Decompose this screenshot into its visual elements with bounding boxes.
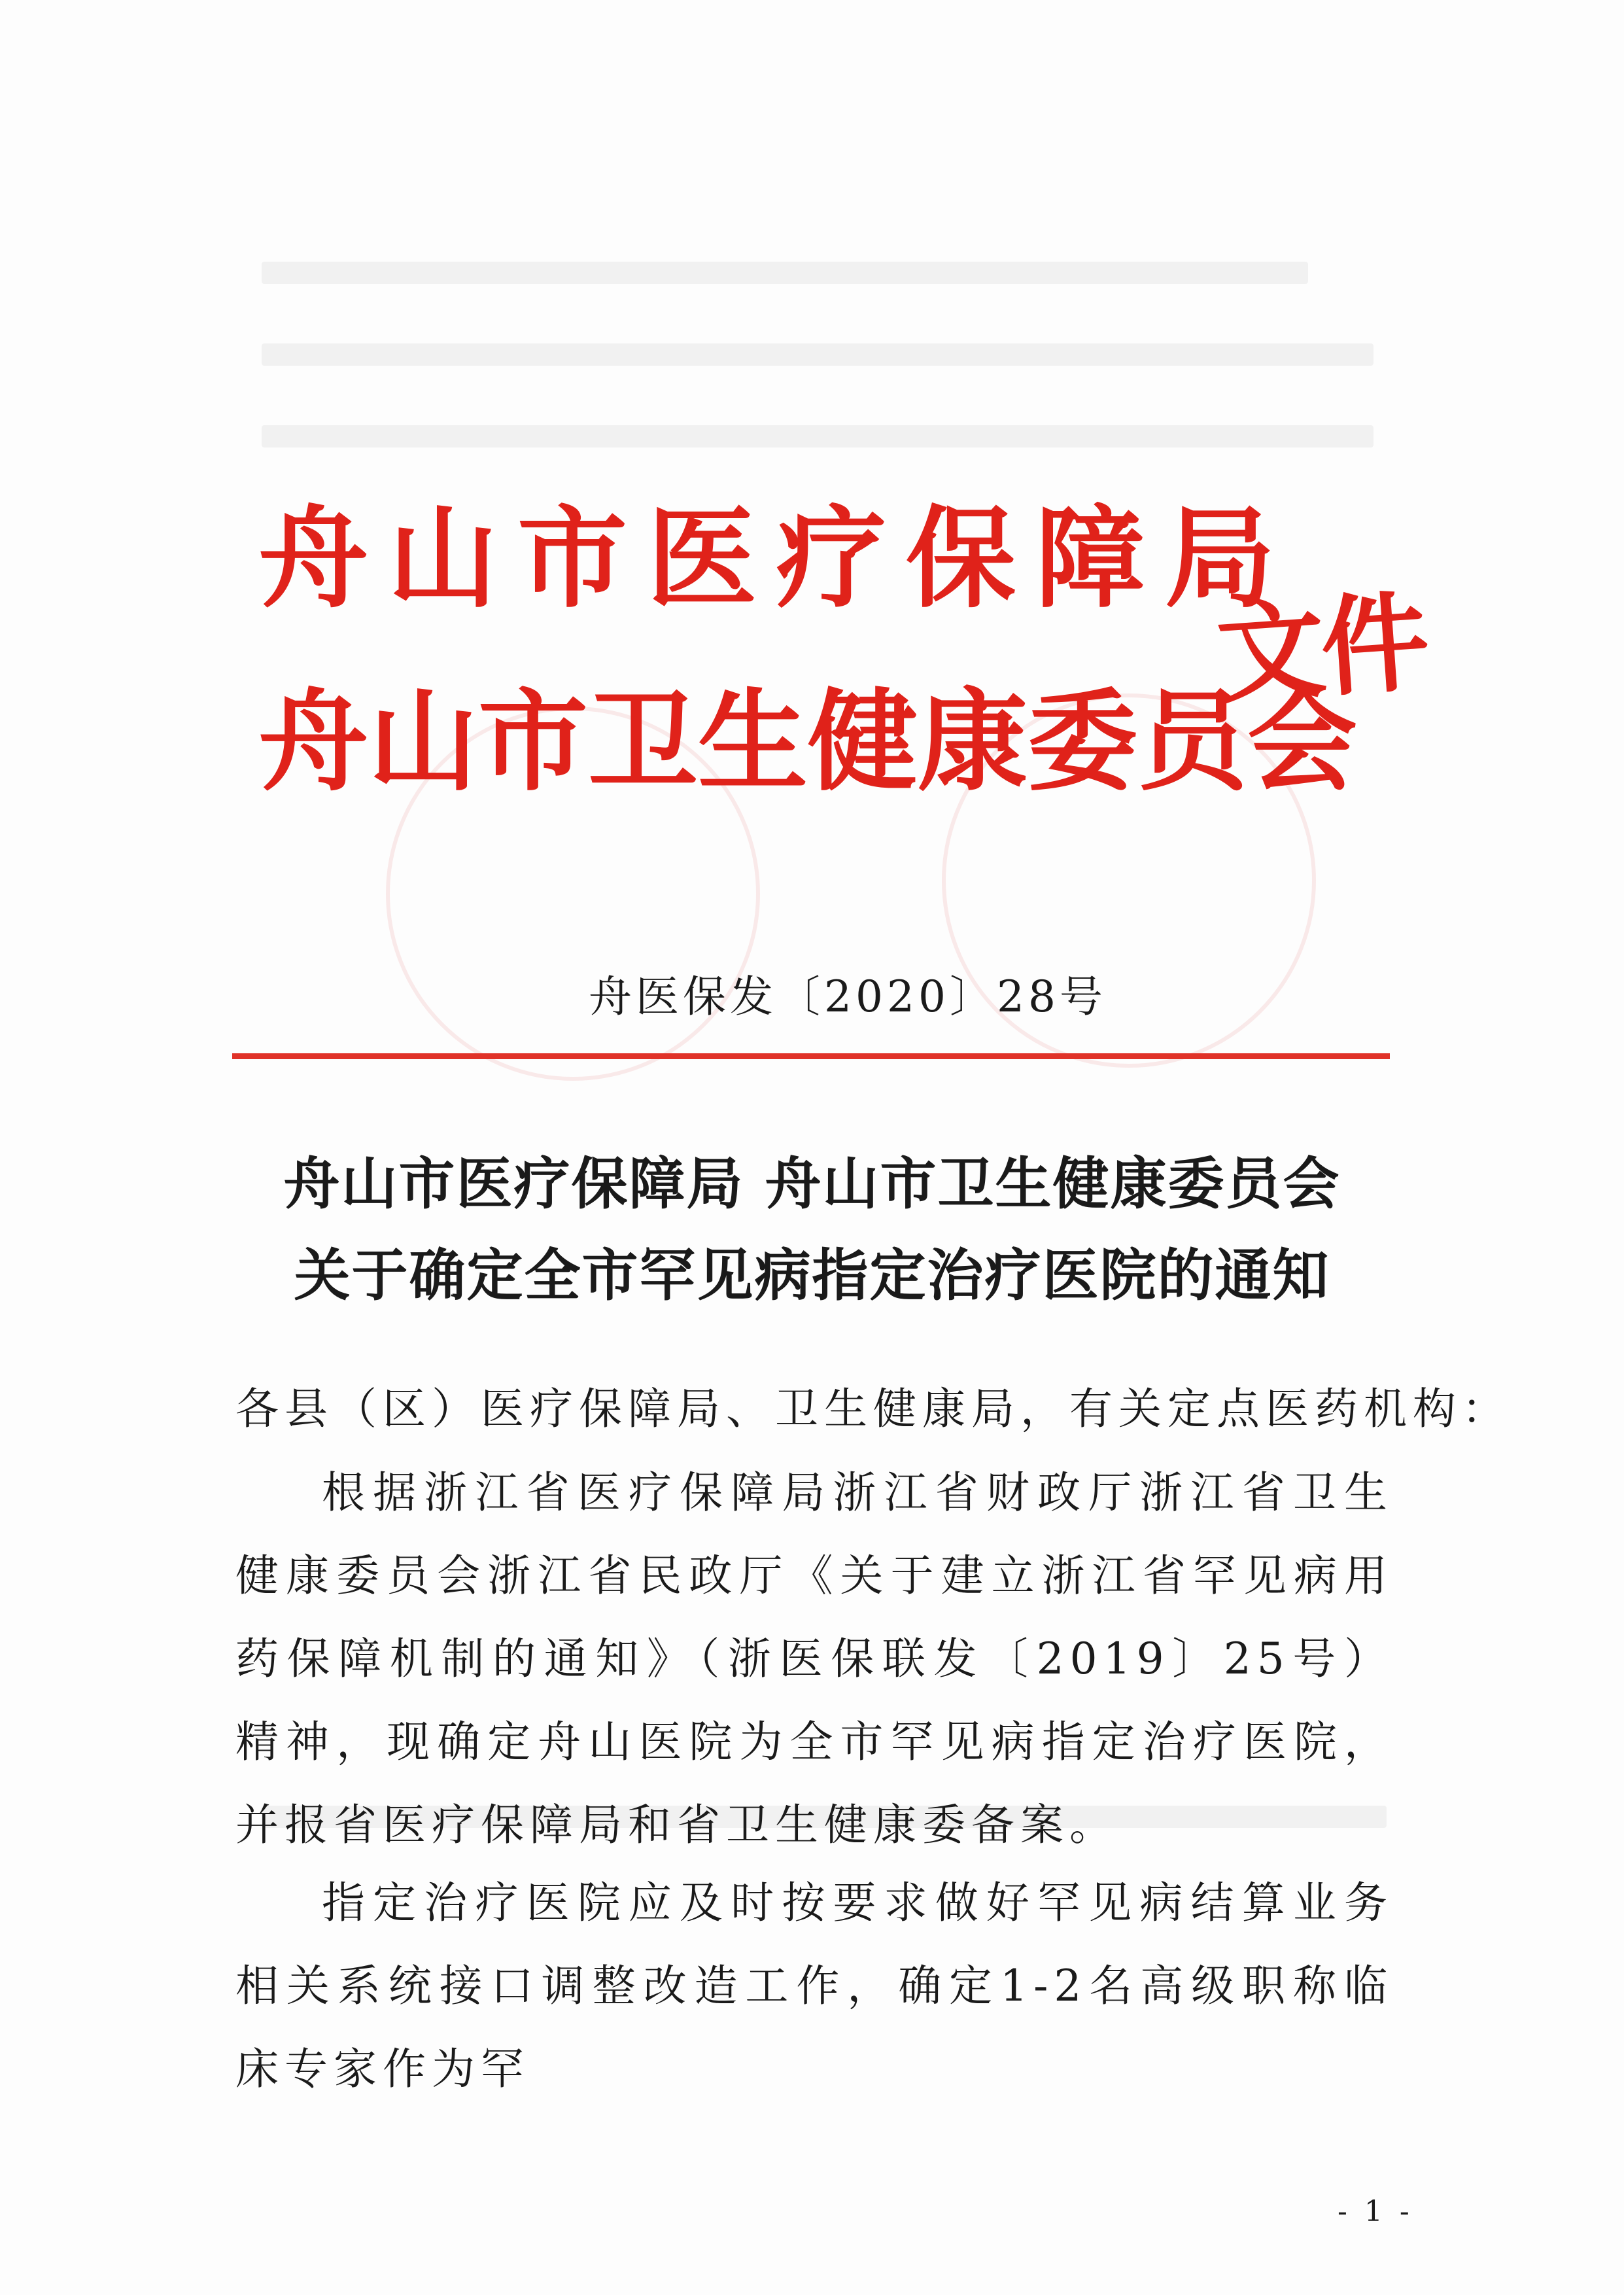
document-number: 舟医保发〔2020〕28号: [589, 972, 1107, 1022]
body-text: [235, 1451, 1393, 1866]
title-line-1: 舟山市医疗保障局 舟山市卫生健康委员会: [283, 1151, 1341, 1217]
header-org2: 舟山市卫生健康委员会: [258, 678, 1357, 806]
red-divider: [232, 1053, 1390, 1059]
paragraph-1: 根据浙江省医疗保障局浙江省财政厅浙江省卫生健康委员会浙江省民政厅《关于建立浙江省罕见病用药保障机制的通知》（浙医保联发〔2019〕25号）精神，现确定舟山医院为全市罕见病指定治疗医院，并报省医疗保障局和省卫生健康委备案。: [235, 1467, 1393, 1850]
bleed-through-line: [262, 262, 1387, 284]
body-text-2: [235, 1861, 1393, 2111]
page-number: - 1 -: [1338, 2195, 1413, 2228]
header-org1: 舟山市医疗保障局: [258, 495, 1294, 623]
header-suffix: 文件: [1213, 579, 1430, 719]
bleed-through-line: [262, 343, 1387, 366]
bleed-through-line: [262, 425, 1387, 447]
paragraph-2: 指定治疗医院应及时按要求做好罕见病结算业务相关系统接口调整改造工作，确定1-2名高级职称临床专家作为罕: [235, 1878, 1393, 2094]
title-line-2: 关于确定全市罕见病指定治疗医院的通知: [294, 1242, 1330, 1308]
salutation: 各县（区）医疗保障局、卫生健康局，有关定点医药机构：: [235, 1384, 1511, 1434]
